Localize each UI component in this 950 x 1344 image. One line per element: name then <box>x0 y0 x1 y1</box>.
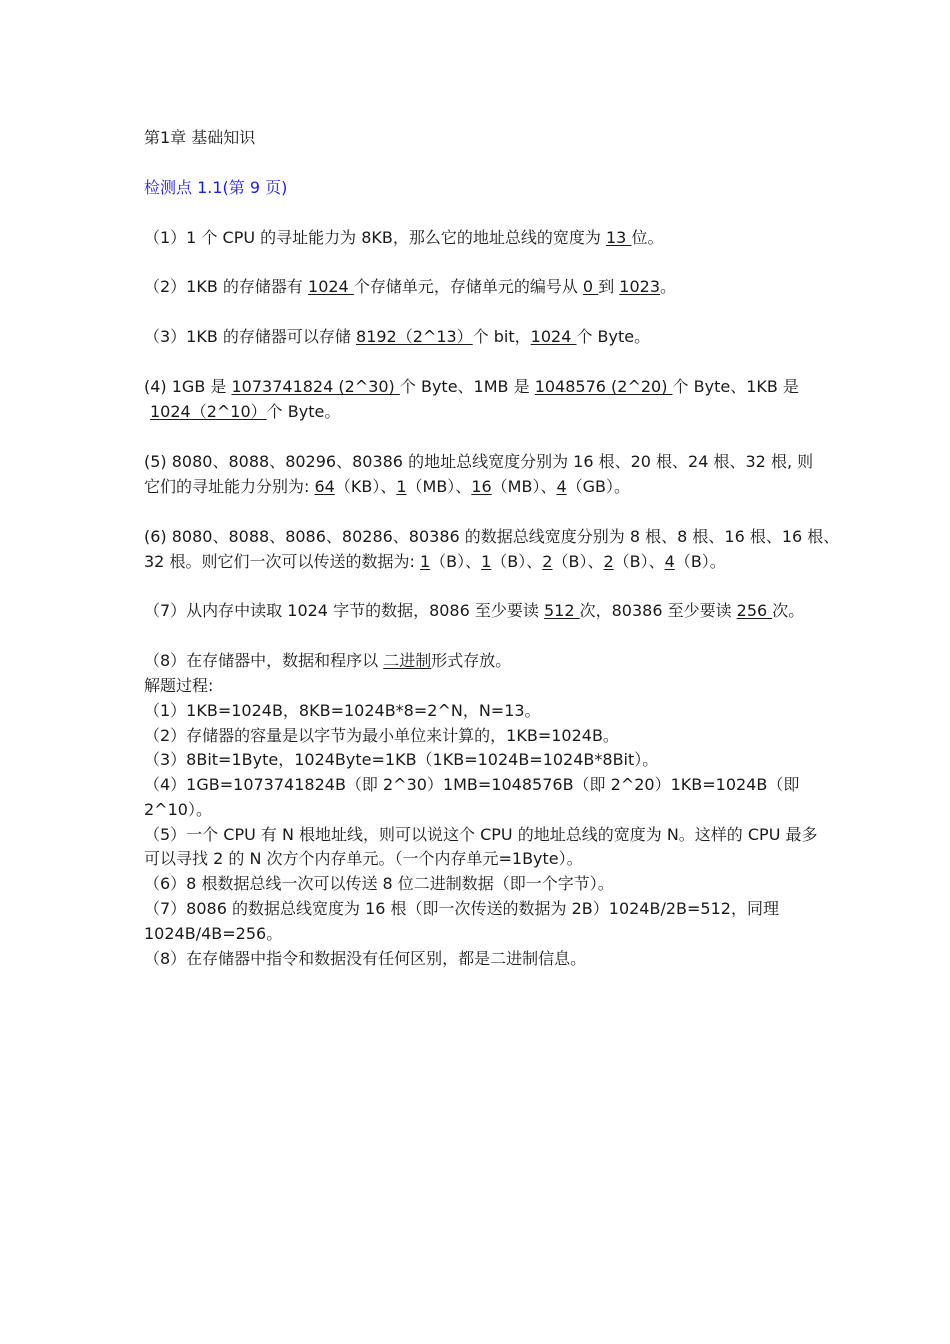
answer-3a: 8192（2^13） <box>356 327 473 346</box>
section-title: 检测点 1.1(第 9 页) <box>144 178 288 197</box>
answer-2b: 0 <box>582 277 599 296</box>
solution-line: 1024B/4B=256。 <box>144 924 283 943</box>
question-1: （1）1 个 CPU 的寻址能力为 8KB，那么它的地址总线的宽度为 13 位。 <box>144 228 664 247</box>
solution-line: （1）1KB=1024B，8KB=1024B*8=2^N，N=13。 <box>144 701 541 720</box>
answer-4b: 1048576 (2^20) <box>534 377 673 396</box>
solution-line: （7）8086 的数据总线宽度为 16 根（即一次传送的数据为 2B）1024B/2B=512，同理 <box>144 899 779 918</box>
question-4-line-1: (4) 1GB 是 1073741824 (2^30) 个 Byte、1MB 是 1048576 (2^20) 个 Byte、1KB 是 <box>144 377 799 396</box>
answer-1: 13 <box>605 228 632 247</box>
solution-line: 2^10）。 <box>144 800 212 819</box>
answer-4a: 1073741824 (2^30) <box>231 377 400 396</box>
answer-3b: 1024 <box>530 327 577 346</box>
solution-line: （8）在存储器中指令和数据没有任何区别，都是二进制信息。 <box>144 949 587 968</box>
answer-2c: 1023 <box>619 277 660 296</box>
answer-4c: 1024（2^10） <box>150 402 267 421</box>
question-8: （8）在存储器中，数据和程序以 二进制形式存放。 <box>144 651 512 670</box>
question-3: （3）1KB 的存储器可以存储 8192（2^13）个 bit，1024 个 Byte。 <box>144 327 651 346</box>
solution-line: （5）一个 CPU 有 N 根地址线，则可以说这个 CPU 的地址总线的宽度为 N。这样的 CPU 最多 <box>144 825 818 844</box>
solution-line: （6）8 根数据总线一次可以传送 8 位二进制数据（即一个字节）。 <box>144 874 614 893</box>
solution-line: （2）存储器的容量是以字节为最小单位来计算的，1KB=1024B。 <box>144 726 619 745</box>
question-5-line-1: (5) 8080、8088、80296、80386 的地址总线宽度分别为 16 根、20 根、24 根、32 根, 则 <box>144 452 814 471</box>
solution-line: （3）8Bit=1Byte，1024Byte=1KB（1KB=1024B=1024B*8Bit）。 <box>144 750 659 769</box>
solution-heading: 解题过程: <box>144 676 214 695</box>
answer-2a: 1024 <box>308 277 354 296</box>
question-6-line-2: 32 根。则它们一次可以传送的数据为: 1（B）、1（B）、2（B）、2（B）、4（B）。 <box>144 552 726 571</box>
question-5-line-2: 它们的寻址能力分别为: 64（KB）、1（MB）、16（MB）、4（GB）。 <box>144 477 631 496</box>
question-7: （7）从内存中读取 1024 字节的数据，8086 至少要读 512 次，80386 至少要读 256 次。 <box>144 601 805 620</box>
chapter-title: 第1章 基础知识 <box>144 128 256 147</box>
solution-line: （4）1GB=1073741824B（即 2^30）1MB=1048576B（即 2^20）1KB=1024B（即 <box>144 775 800 794</box>
question-6-line-1: (6) 8080、8088、8086、80286、80386 的数据总线宽度分别为 8 根、8 根、16 根、16 根、 <box>144 527 840 546</box>
question-4-line-2: 1024（2^10）个 Byte。 <box>150 402 341 421</box>
question-2: （2）1KB 的存储器有 1024 个存储单元，存储单元的编号从 0 到 1023。 <box>144 277 677 296</box>
solution-line: 可以寻找 2 的 N 次方个内存单元。（一个内存单元=1Byte）。 <box>144 849 583 868</box>
